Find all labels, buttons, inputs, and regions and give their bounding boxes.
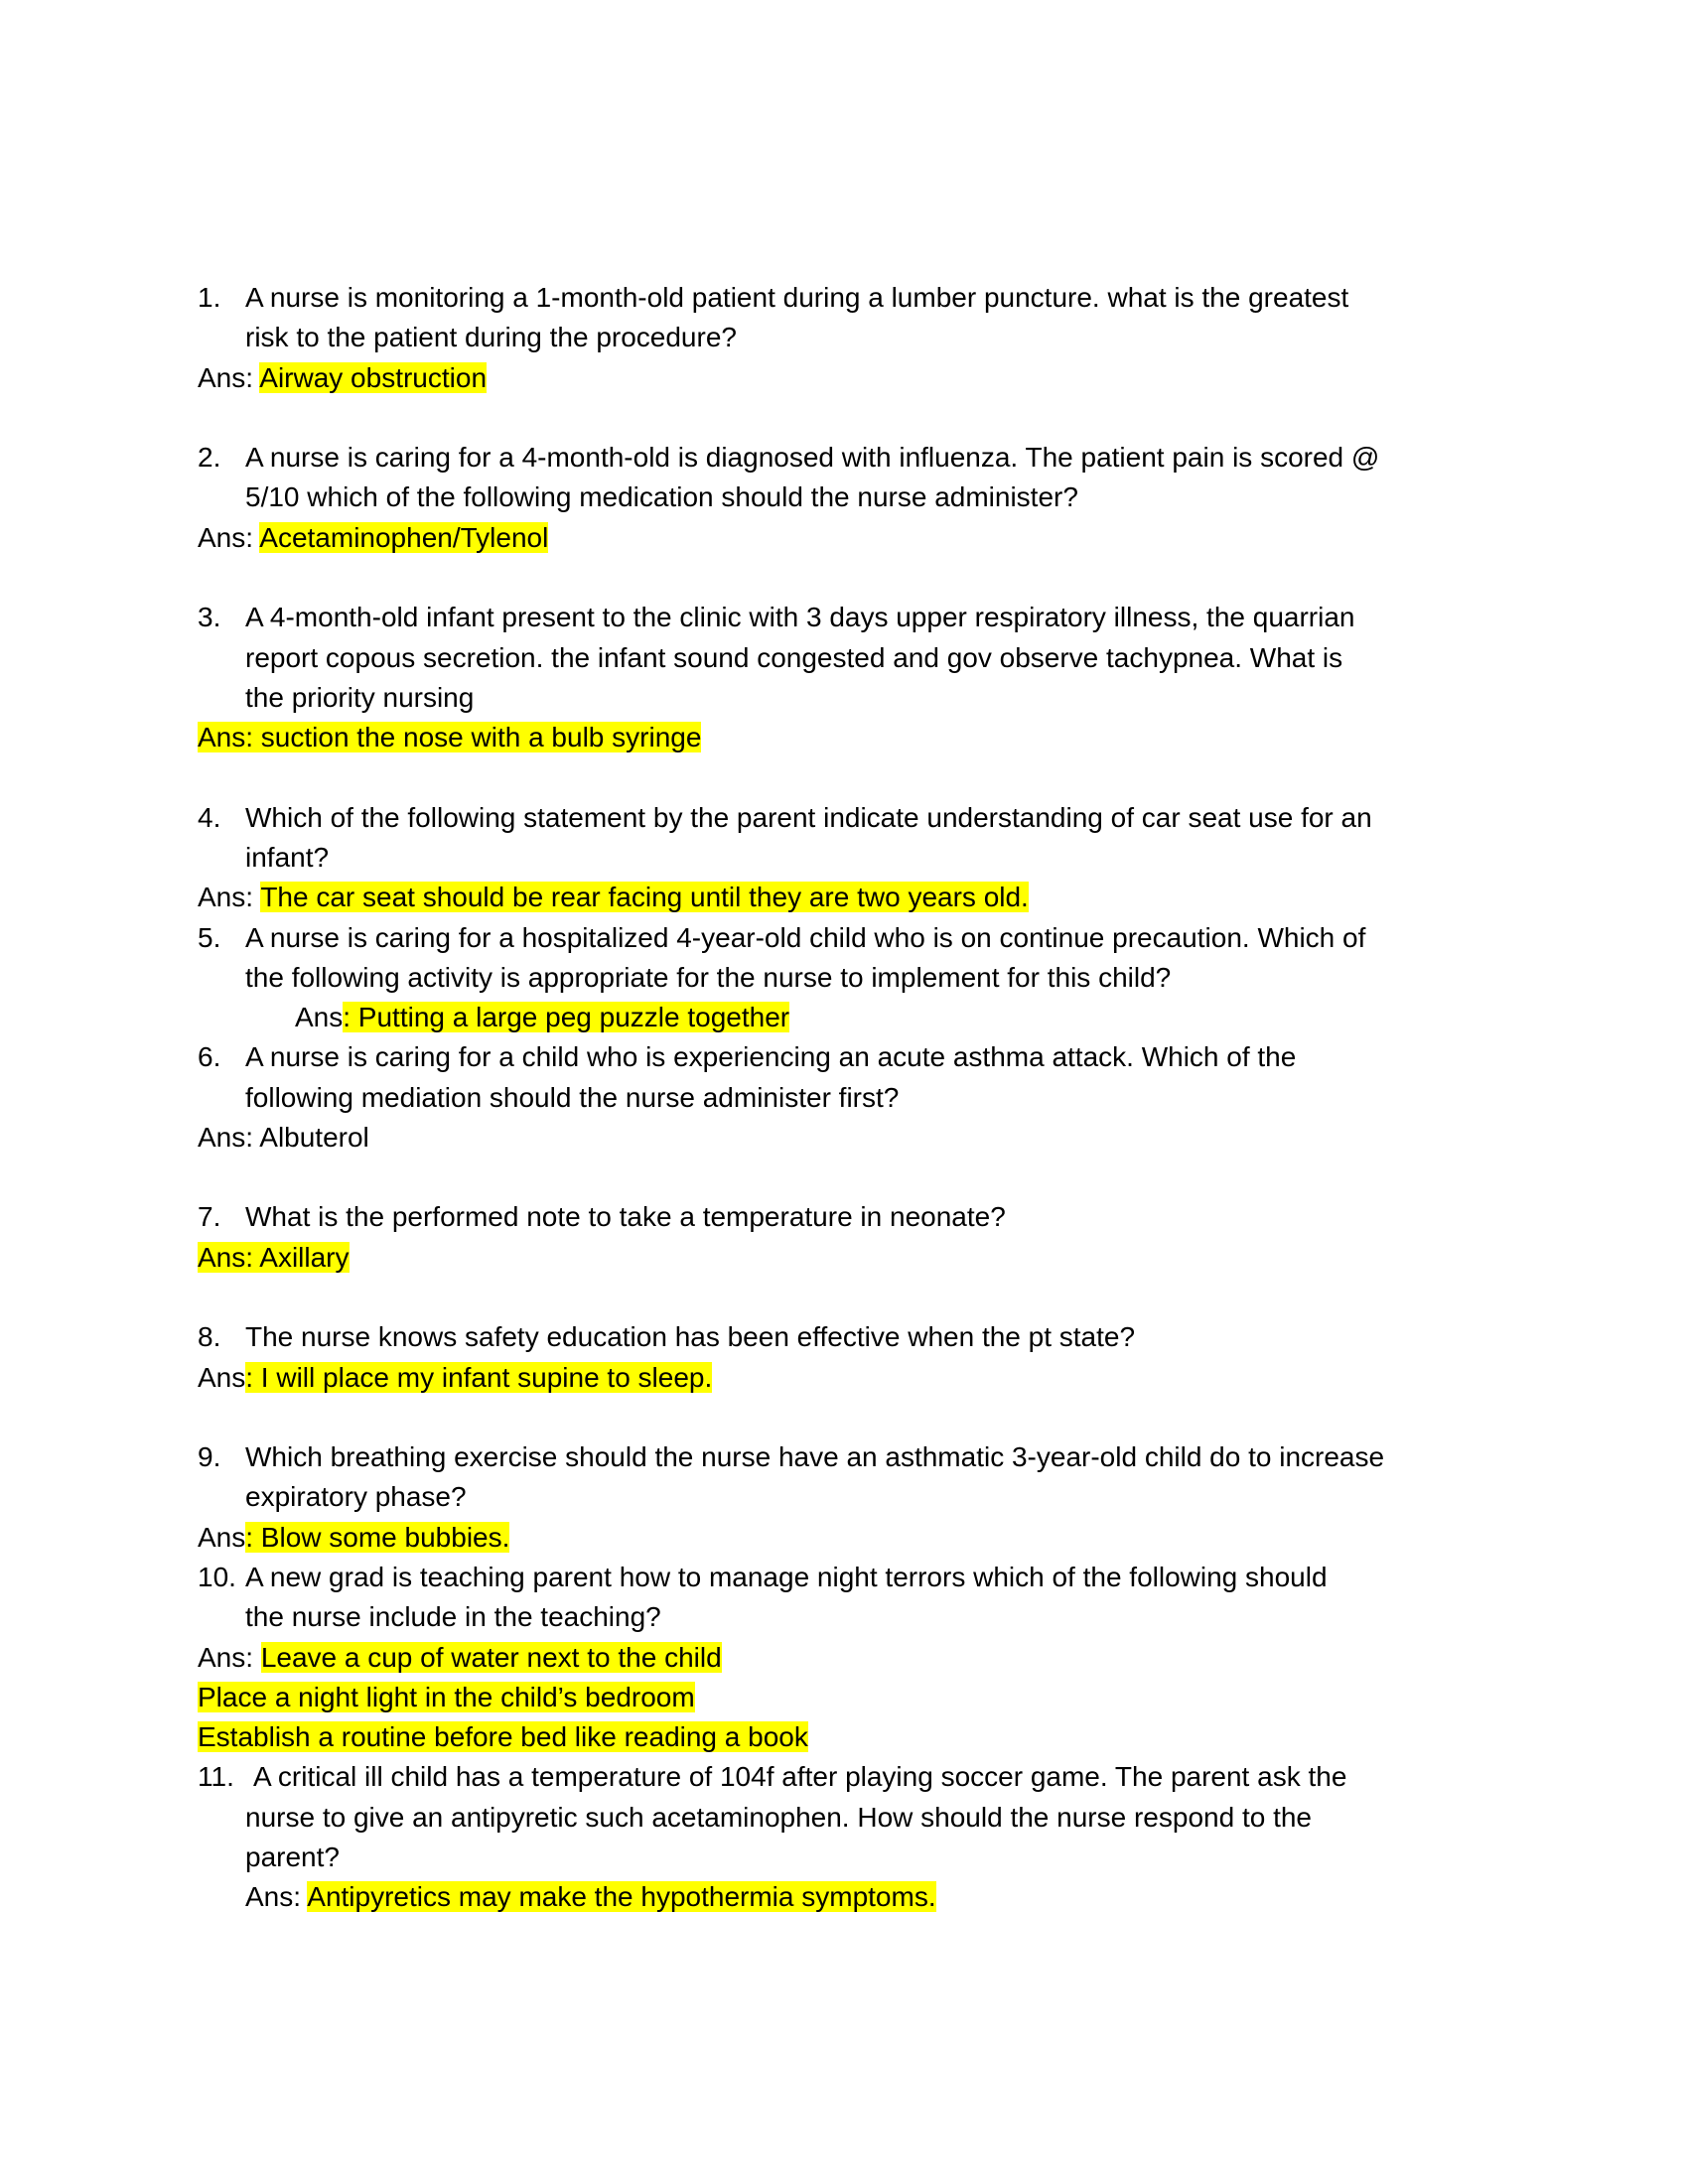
question-text: A nurse is monitoring a 1-month-old patient during a lumber puncture. what is the greatest	[245, 282, 1349, 313]
answer-prefix: Ans	[295, 1002, 344, 1032]
answer	[198, 878, 1029, 917]
question-text: A new grad is teaching parent how to manage night terrors which of the following should	[245, 1562, 1328, 1592]
question-text: Which breathing exercise should the nurse have an asthmatic 3-year-old child do to increase	[245, 1441, 1385, 1472]
question-text: Which of the following statement by the parent indicate understanding of car seat use for an	[245, 802, 1372, 833]
answer-highlight: Leave a cup of water next to the child	[260, 1642, 722, 1673]
answer-highlight: Place a night light in the child’s bedroom	[198, 1682, 695, 1712]
answer: Ans: Albuterol	[198, 1122, 369, 1153]
answer	[198, 1717, 808, 1757]
question-text: nurse to give an antipyretic such acetaminophen. How should the nurse respond to the	[245, 1802, 1312, 1833]
question-number: 9.	[198, 1441, 221, 1472]
answer-highlight: : Putting a large peg puzzle together	[343, 1002, 790, 1032]
question-number: 11.	[198, 1761, 234, 1792]
answer-prefix: Ans	[198, 1362, 246, 1393]
answer-highlight: : Blow some bubbies.	[245, 1522, 510, 1553]
answer	[198, 1238, 350, 1278]
question-text: the following activity is appropriate for the nurse to implement for this child?	[245, 962, 1172, 993]
question-text: A nurse is caring for a hospitalized 4-year-old child who is on continue precaution. Which of	[245, 922, 1366, 953]
answer	[198, 518, 548, 558]
answer-prefix: Ans	[198, 1522, 246, 1553]
question-text: A critical ill child has a temperature of 104f after playing soccer game. The parent ask the	[253, 1761, 1347, 1792]
question-number: 4.	[198, 802, 221, 833]
question-text: A nurse is caring for a child who is experiencing an acute asthma attack. Which of the	[245, 1041, 1297, 1072]
question-text: the priority nursing	[245, 682, 475, 713]
answer-prefix: Ans:	[198, 882, 261, 912]
question-text: parent?	[245, 1842, 340, 1872]
answer-highlight: Airway obstruction	[259, 362, 488, 393]
question-number: 6.	[198, 1041, 221, 1072]
question-text: The nurse knows safety education has been effective when the pt state?	[245, 1321, 1136, 1352]
question-text: expiratory phase?	[245, 1481, 467, 1512]
answer	[245, 1877, 936, 1917]
question-text: A nurse is caring for a 4-month-old is diagnosed with influenza. The patient pain is scored @	[245, 442, 1380, 473]
answer-prefix: Ans:	[245, 1881, 308, 1912]
question-number: 8.	[198, 1321, 221, 1352]
answer-highlight: : I will place my infant supine to sleep.	[245, 1362, 713, 1393]
answer	[198, 1358, 712, 1398]
answer-highlight: Acetaminophen/Tylenol	[259, 522, 549, 553]
question-text: report copous secretion. the infant sound congested and gov observe tachypnea. What is	[245, 642, 1343, 673]
question-text: the nurse include in the teaching?	[245, 1601, 661, 1632]
question-text: What is the performed note to take a temperature in neonate?	[245, 1201, 1006, 1232]
question-text: A 4-month-old infant present to the clinic with 3 days upper respiratory illness, the quarrian	[245, 602, 1355, 632]
question-text: 5/10 which of the following medication should the nurse administer?	[245, 481, 1078, 512]
answer-highlight: Ans: suction the nose with a bulb syringe	[198, 722, 702, 752]
answer	[295, 998, 789, 1037]
answer-highlight: The car seat should be rear facing until they are two years old.	[260, 882, 1029, 912]
answer-highlight: Antipyretics may make the hypothermia symptoms.	[307, 1881, 936, 1912]
answer-prefix: Ans:	[198, 362, 260, 393]
answer	[198, 358, 487, 398]
answer-prefix: Ans:	[198, 522, 260, 553]
question-number: 1.	[198, 282, 221, 313]
answer	[198, 1638, 722, 1678]
question-number: 10.	[198, 1562, 236, 1592]
question-number: 7.	[198, 1201, 221, 1232]
answer-prefix: Ans:	[198, 1642, 261, 1673]
question-text: risk to the patient during the procedure?	[245, 322, 737, 352]
answer	[198, 718, 701, 757]
question-number: 2.	[198, 442, 221, 473]
question-text: following mediation should the nurse administer first?	[245, 1082, 900, 1113]
answer	[198, 1678, 695, 1717]
answer	[198, 1518, 509, 1558]
answer-highlight: Ans: Axillary	[198, 1242, 350, 1273]
question-number: 3.	[198, 602, 221, 632]
answer-highlight: Establish a routine before bed like reading a book	[198, 1721, 808, 1752]
question-text: infant?	[245, 842, 330, 873]
question-number: 5.	[198, 922, 221, 953]
